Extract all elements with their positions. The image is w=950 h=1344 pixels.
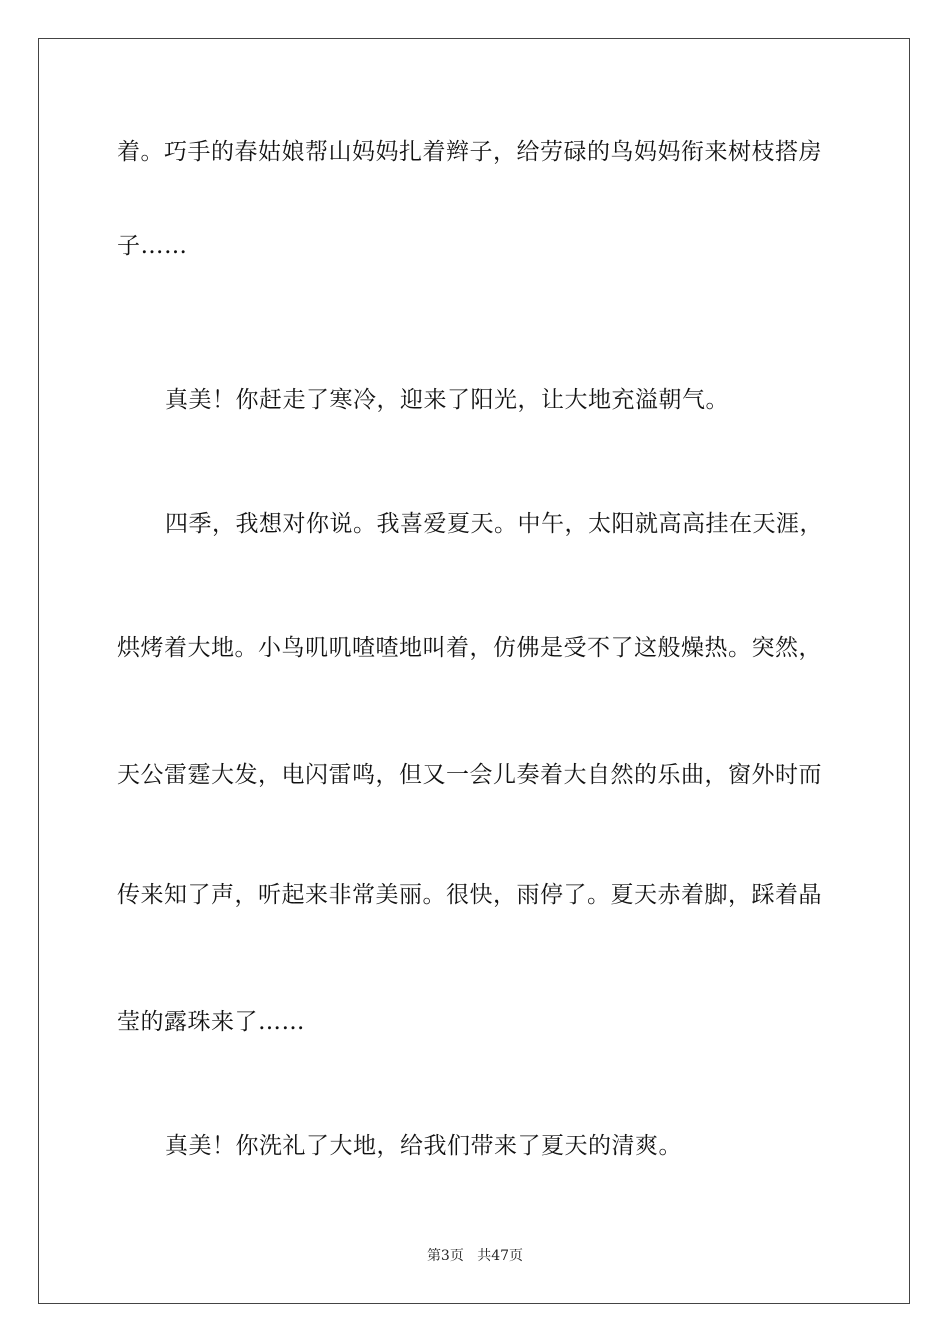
text-line-3: 真美！你赶走了寒冷，迎来了阳光，让大地充溢朝气。 xyxy=(165,387,729,413)
page-number: 第3页 xyxy=(426,1248,464,1264)
text-line-4: 四季，我想对你说。我喜爱夏天。中午，太阳就高高挂在天涯， xyxy=(165,511,823,537)
text-line-5: 烘烤着大地。小鸟叽叽喳喳地叫着，仿佛是受不了这般燥热。突然， xyxy=(117,635,822,661)
text-line-8: 莹的露珠来了…… xyxy=(117,1009,305,1035)
page-footer xyxy=(0,1247,950,1265)
page-total: 共47页 xyxy=(477,1248,524,1264)
text-line-6: 天公雷霆大发，电闪雷鸣，但又一会儿奏着大自然的乐曲，窗外时而 xyxy=(117,762,822,788)
page-border xyxy=(38,38,910,1304)
text-line-2: 子…… xyxy=(117,233,188,259)
text-line-1: 着。巧手的春姑娘帮山妈妈扎着辫子，给劳碌的鸟妈妈衔来树枝搭房 xyxy=(117,139,822,165)
text-line-7: 传来知了声，听起来非常美丽。很快，雨停了。夏天赤着脚，踩着晶 xyxy=(117,882,822,908)
text-line-9: 真美！你洗礼了大地，给我们带来了夏天的清爽。 xyxy=(165,1133,682,1159)
